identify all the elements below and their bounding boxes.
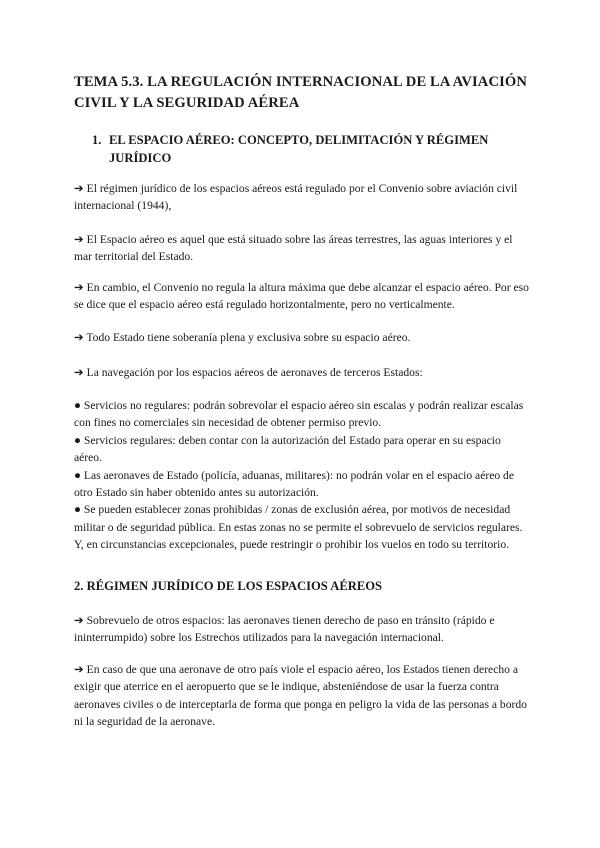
paragraph: ➔ Sobrevuelo de otros espacios: las aeronaves tienen derecho de paso en tránsito (rápido e ininterrumpido) sobre los Estrechos utilizados para la navegación internacional.	[74, 614, 495, 645]
bullet-item: ● Servicios no regulares: podrán sobrevolar el espacio aéreo sin escalas y podrán realizar escalas con fines no comerciales sin necesidad de obtener permiso previo.	[74, 399, 524, 430]
bullet-item: ● Se pueden establecer zonas prohibidas / zonas de exclusión aérea, por motivos de necesidad militar o de seguridad pública. En estas zonas no se permite el sobrevuelo de servicios regulares. Y, en circunstancias excepcionales, puede restringir o prohibir los vuelos en todo su territorio.	[74, 503, 523, 552]
paragraph: ➔ El Espacio aéreo es aquel que está situado sobre las áreas terrestres, las aguas interiores y el mar territorial del Estado.	[74, 233, 513, 264]
section-1-heading-text: EL ESPACIO AÉREO: CONCEPTO, DELIMITACIÓN Y RÉGIMEN JURÍDICO	[109, 133, 489, 165]
paragraph: ➔ Todo Estado tiene soberanía plena y exclusiva sobre su espacio aéreo.	[74, 331, 411, 344]
section-1-number: 1.	[92, 133, 102, 147]
paragraph: ➔ La navegación por los espacios aéreos de aeronaves de terceros Estados:	[74, 366, 423, 379]
paragraph: ➔ El régimen jurídico de los espacios aéreos está regulado por el Convenio sobre aviación civil internacional (1944),	[74, 182, 518, 213]
bullet-item: ● Las aeronaves de Estado (policía, aduanas, militares): no podrán volar en el espacio aéreo de otro Estado sin haber obtenido antes su autorización.	[74, 468, 514, 500]
bullet-list	[74, 397, 530, 554]
document-title: TEMA 5.3. LA REGULACIÓN INTERNACIONAL DE LA AVIACIÓN CIVIL Y LA SEGURIDAD AÉREA	[74, 74, 527, 111]
bullet-item: ● Servicios regulares: deben contar con la autorización del Estado para operar en su espacio aéreo.	[74, 433, 501, 465]
paragraph: ➔ En cambio, el Convenio no regula la altura máxima que debe alcanzar el espacio aéreo. Por eso se dice que el espacio aéreo está regulado horizontalmente, pero no verticalmente.	[74, 281, 529, 312]
paragraph: ➔ En caso de que una aeronave de otro país viole el espacio aéreo, los Estados tienen derecho a exigir que aterrice en el aeropuerto que se le indique, absteniéndose de usar la fuerza contra aeronaves civiles o de interceptarla de forma que ponga en peligro la vida de las personas a bordo ni la seguridad de la aeronave.	[74, 663, 527, 729]
section-2-heading: 2. RÉGIMEN JURÍDICO DE LOS ESPACIOS AÉREOS	[74, 579, 383, 593]
